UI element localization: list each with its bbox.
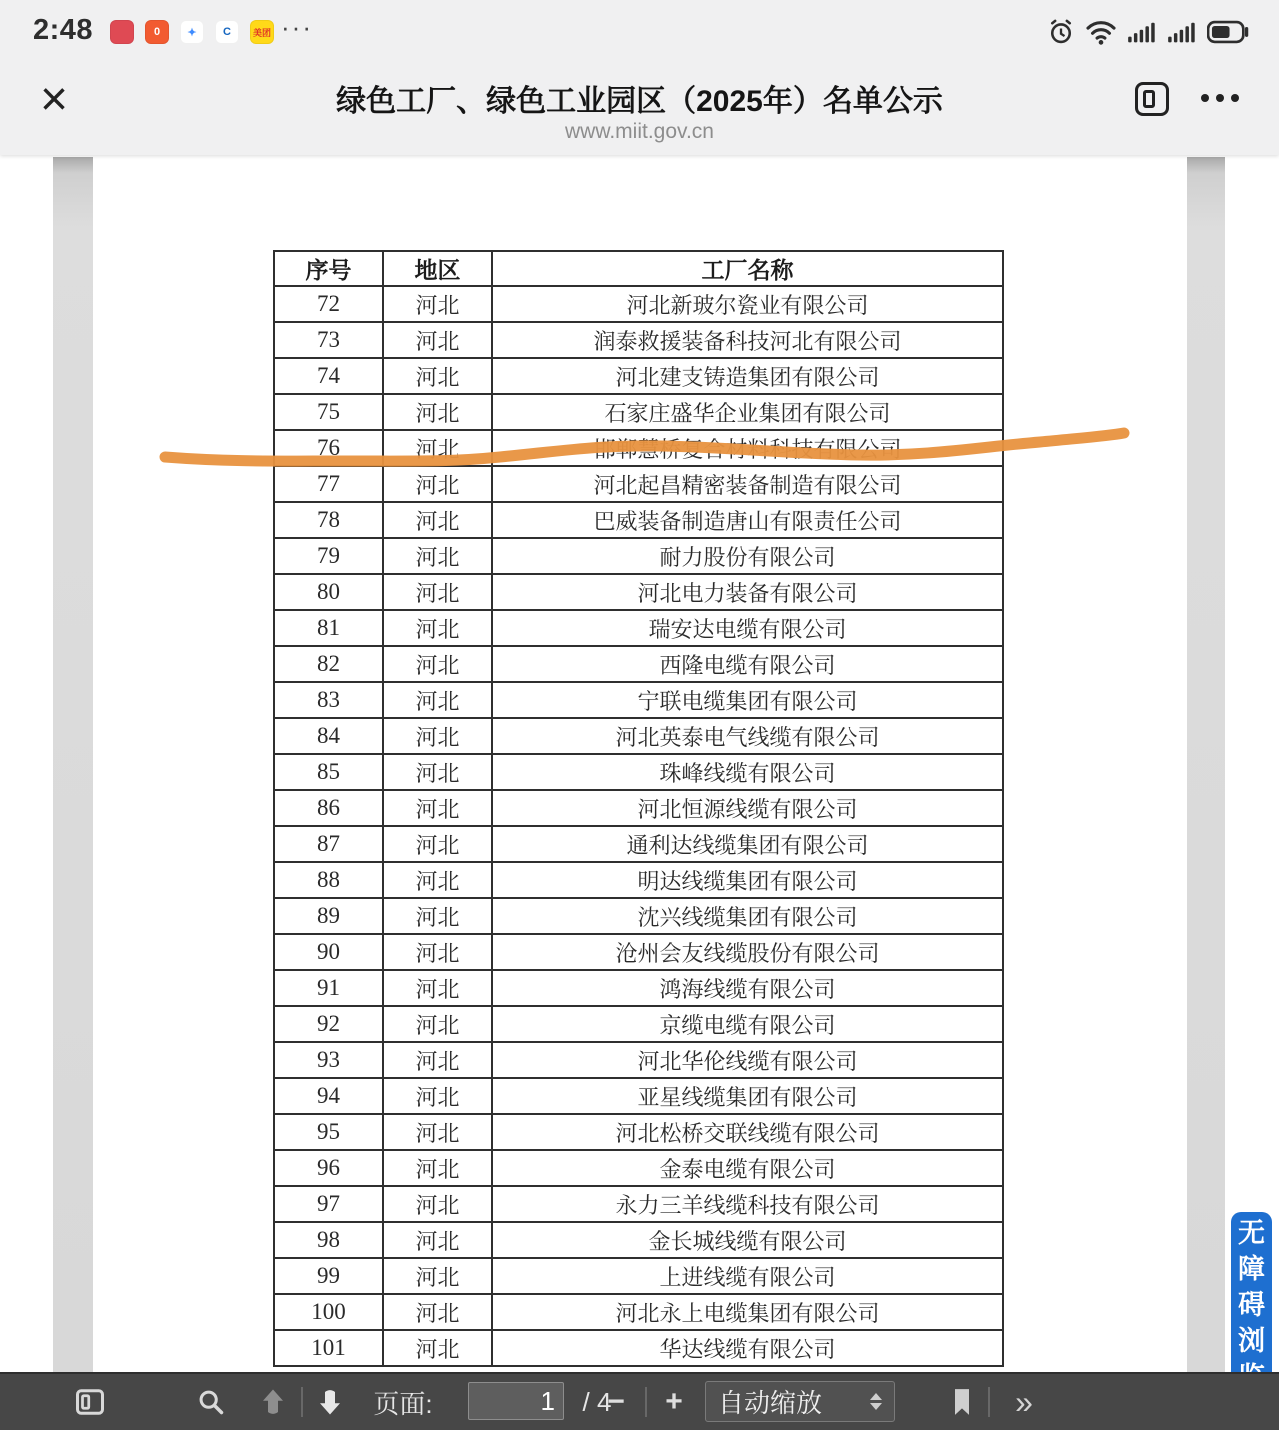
- cell-region: 河北: [383, 1114, 492, 1150]
- multiwindow-inner: [1143, 90, 1155, 108]
- table-row: [274, 538, 1003, 574]
- cell-region: 河北: [383, 1186, 492, 1222]
- cell-factory-name: 邯郸慧桥复合材料科技有限公司: [492, 430, 1003, 466]
- table-row: [274, 466, 1003, 502]
- battery-icon: [1207, 19, 1251, 50]
- cell-factory-name: 润泰救援装备科技河北有限公司: [492, 322, 1003, 358]
- zoom-mode-label: 自动缩放: [718, 1388, 823, 1418]
- table-row: [274, 430, 1003, 466]
- app-notification-icon: 美团: [250, 20, 274, 44]
- table-row: [274, 358, 1003, 394]
- cell-serial: 78: [274, 502, 383, 538]
- cell-region: 河北: [383, 790, 492, 826]
- cell-factory-name: 上进线缆有限公司: [492, 1258, 1003, 1294]
- cell-factory-name: 河北建支铸造集团有限公司: [492, 358, 1003, 394]
- cell-region: 河北: [383, 358, 492, 394]
- cell-factory-name: 华达线缆有限公司: [492, 1330, 1003, 1366]
- column-header: 地区: [383, 251, 492, 286]
- top-chrome: [0, 0, 1279, 155]
- cell-region: 河北: [383, 1222, 492, 1258]
- cell-serial: 93: [274, 1042, 383, 1078]
- cell-serial: 85: [274, 754, 383, 790]
- cellular-signal-icon-1: [1127, 19, 1157, 50]
- cell-region: 河北: [383, 430, 492, 466]
- next-page-icon[interactable]: [312, 1374, 348, 1430]
- cell-serial: 82: [274, 646, 383, 682]
- table-row: [274, 898, 1003, 934]
- table-row: [274, 718, 1003, 754]
- cell-serial: 74: [274, 358, 383, 394]
- cell-region: 河北: [383, 754, 492, 790]
- cell-region: 河北: [383, 286, 492, 322]
- cell-serial: 79: [274, 538, 383, 574]
- page-right-margin: [1187, 157, 1225, 1372]
- pdf-table-body: [274, 286, 1003, 1366]
- cell-factory-name: 河北恒源线缆有限公司: [492, 790, 1003, 826]
- cell-serial: 73: [274, 322, 383, 358]
- cell-factory-name: 西隆电缆有限公司: [492, 646, 1003, 682]
- page-url: www.miit.gov.cn: [565, 120, 714, 143]
- table-row: [274, 1006, 1003, 1042]
- toolbar-divider: [301, 1387, 303, 1417]
- accessibility-browse-button[interactable]: [1231, 1212, 1272, 1398]
- cell-factory-name: 沧州会友线缆股份有限公司: [492, 934, 1003, 970]
- cell-region: 河北: [383, 466, 492, 502]
- page-title: 绿色工厂、绿色工业园区（2025年）名单公示: [336, 85, 943, 118]
- cell-region: 河北: [383, 826, 492, 862]
- table-row: [274, 1114, 1003, 1150]
- cell-serial: 99: [274, 1258, 383, 1294]
- cell-region: 河北: [383, 718, 492, 754]
- app-notification-icon: [110, 20, 134, 44]
- app-notification-icon: C: [215, 20, 239, 44]
- cell-factory-name: 河北英泰电气线缆有限公司: [492, 718, 1003, 754]
- cell-serial: 89: [274, 898, 383, 934]
- zoom-out-icon[interactable]: −: [607, 1385, 625, 1418]
- cellular-signal-icon-2: [1167, 19, 1197, 50]
- cell-factory-name: 通利达线缆集团有限公司: [492, 826, 1003, 862]
- cell-serial: 84: [274, 718, 383, 754]
- accessibility-button-char: 障: [1238, 1254, 1265, 1284]
- table-row: [274, 286, 1003, 322]
- table-row: [274, 862, 1003, 898]
- previous-page-icon[interactable]: [255, 1374, 291, 1430]
- cell-factory-name: 金长城线缆有限公司: [492, 1222, 1003, 1258]
- status-right-icons: [1047, 18, 1251, 51]
- cell-region: 河北: [383, 1330, 492, 1366]
- cell-region: 河北: [383, 394, 492, 430]
- cell-serial: 94: [274, 1078, 383, 1114]
- page-total: / 4: [582, 1386, 612, 1417]
- cell-factory-name: 巴威装备制造唐山有限责任公司: [492, 502, 1003, 538]
- table-header-row: [274, 251, 1003, 286]
- cell-factory-name: 河北永上电缆集团有限公司: [492, 1294, 1003, 1330]
- cell-region: 河北: [383, 574, 492, 610]
- table-row: [274, 1222, 1003, 1258]
- pdf-viewer: [0, 155, 1279, 1372]
- browser-header: [0, 60, 1279, 155]
- cell-region: 河北: [383, 1042, 492, 1078]
- page-number-input[interactable]: [468, 1382, 564, 1420]
- table-row: [274, 1042, 1003, 1078]
- table-row: [274, 394, 1003, 430]
- app-notification-icon: 0: [145, 20, 169, 44]
- cell-factory-name: 河北起昌精密装备制造有限公司: [492, 466, 1003, 502]
- bookmark-icon[interactable]: [946, 1374, 978, 1430]
- cell-serial: 76: [274, 430, 383, 466]
- pdf-toolbar: [0, 1372, 1279, 1430]
- table-row: [274, 790, 1003, 826]
- cell-region: 河北: [383, 1006, 492, 1042]
- cell-factory-name: 珠峰线缆有限公司: [492, 754, 1003, 790]
- cell-region: 河北: [383, 862, 492, 898]
- cell-factory-name: 河北电力装备有限公司: [492, 574, 1003, 610]
- cell-region: 河北: [383, 1078, 492, 1114]
- cell-factory-name: 石家庄盛华企业集团有限公司: [492, 394, 1003, 430]
- zoom-in-icon[interactable]: +: [665, 1385, 683, 1418]
- cell-region: 河北: [383, 1258, 492, 1294]
- cell-region: 河北: [383, 538, 492, 574]
- cell-serial: 91: [274, 970, 383, 1006]
- table-row: [274, 1294, 1003, 1330]
- table-row: [274, 1150, 1003, 1186]
- select-carets-icon: [870, 1393, 882, 1410]
- alarm-icon: [1047, 18, 1075, 51]
- cell-serial: 88: [274, 862, 383, 898]
- cell-serial: 81: [274, 610, 383, 646]
- factory-list-table: [273, 250, 1004, 1367]
- cell-serial: 80: [274, 574, 383, 610]
- table-row: [274, 682, 1003, 718]
- table-row: [274, 754, 1003, 790]
- accessibility-button-char: 碍: [1238, 1290, 1265, 1320]
- page-left-margin: [53, 157, 93, 1372]
- notification-overflow-icon: ···: [281, 12, 313, 42]
- cell-factory-name: 金泰电缆有限公司: [492, 1150, 1003, 1186]
- cell-factory-name: 河北华伦线缆有限公司: [492, 1042, 1003, 1078]
- cell-region: 河北: [383, 682, 492, 718]
- cell-region: 河北: [383, 1294, 492, 1330]
- cell-factory-name: 沈兴线缆集团有限公司: [492, 898, 1003, 934]
- table-row: [274, 1258, 1003, 1294]
- toolbar-divider: [645, 1387, 647, 1417]
- multiwindow-icon[interactable]: [1135, 82, 1169, 116]
- cell-region: 河北: [383, 1150, 492, 1186]
- cell-factory-name: 明达线缆集团有限公司: [492, 862, 1003, 898]
- cell-serial: 90: [274, 934, 383, 970]
- column-header: 工厂名称: [492, 251, 1003, 286]
- table-row: [274, 1330, 1003, 1366]
- table-row: [274, 574, 1003, 610]
- cell-serial: 86: [274, 790, 383, 826]
- cell-region: 河北: [383, 970, 492, 1006]
- cell-serial: 83: [274, 682, 383, 718]
- toolbar-expand-icon[interactable]: »: [1015, 1383, 1029, 1420]
- zoom-mode-select[interactable]: [705, 1381, 895, 1422]
- cell-serial: 95: [274, 1114, 383, 1150]
- accessibility-button-char: 浏: [1238, 1326, 1265, 1356]
- page-label: 页面:: [373, 1388, 433, 1419]
- cell-serial: 92: [274, 1006, 383, 1042]
- status-bar: [0, 0, 1279, 60]
- cell-factory-name: 耐力股份有限公司: [492, 538, 1003, 574]
- cell-serial: 101: [274, 1330, 383, 1366]
- table-row: [274, 1078, 1003, 1114]
- cell-serial: 96: [274, 1150, 383, 1186]
- cell-factory-name: 河北新玻尔瓷业有限公司: [492, 286, 1003, 322]
- cell-region: 河北: [383, 610, 492, 646]
- cell-factory-name: 亚星线缆集团有限公司: [492, 1078, 1003, 1114]
- search-icon[interactable]: [193, 1374, 229, 1430]
- table-row: [274, 970, 1003, 1006]
- cell-factory-name: 河北松桥交联线缆有限公司: [492, 1114, 1003, 1150]
- table-row: [274, 646, 1003, 682]
- table-row: [274, 610, 1003, 646]
- cell-region: 河北: [383, 646, 492, 682]
- table-row: [274, 1186, 1003, 1222]
- cell-region: 河北: [383, 898, 492, 934]
- cell-serial: 75: [274, 394, 383, 430]
- cell-factory-name: 瑞安达电缆有限公司: [492, 610, 1003, 646]
- toolbar-divider: [988, 1387, 990, 1417]
- cell-region: 河北: [383, 322, 492, 358]
- more-menu-icon[interactable]: [1201, 94, 1239, 102]
- cell-serial: 97: [274, 1186, 383, 1222]
- cell-region: 河北: [383, 934, 492, 970]
- cell-factory-name: 京缆电缆有限公司: [492, 1006, 1003, 1042]
- cell-factory-name: 永力三羊线缆科技有限公司: [492, 1186, 1003, 1222]
- cell-serial: 98: [274, 1222, 383, 1258]
- cell-serial: 72: [274, 286, 383, 322]
- cell-region: 河北: [383, 502, 492, 538]
- cell-serial: 100: [274, 1294, 383, 1330]
- table-row: [274, 934, 1003, 970]
- wifi-icon: [1085, 19, 1117, 50]
- table-row: [274, 502, 1003, 538]
- clock-time: 2:48: [33, 14, 94, 46]
- cell-serial: 77: [274, 466, 383, 502]
- column-header: 序号: [274, 251, 383, 286]
- notification-app-icons: [110, 20, 274, 44]
- cell-factory-name: 鸿海线缆有限公司: [492, 970, 1003, 1006]
- cell-serial: 87: [274, 826, 383, 862]
- cell-factory-name: 宁联电缆集团有限公司: [492, 682, 1003, 718]
- table-row: [274, 322, 1003, 358]
- table-row: [274, 826, 1003, 862]
- app-notification-icon: ✦: [180, 20, 204, 44]
- close-icon[interactable]: ×: [39, 73, 69, 126]
- sidebar-toggle-icon[interactable]: [72, 1374, 108, 1430]
- accessibility-button-char: 无: [1238, 1218, 1265, 1248]
